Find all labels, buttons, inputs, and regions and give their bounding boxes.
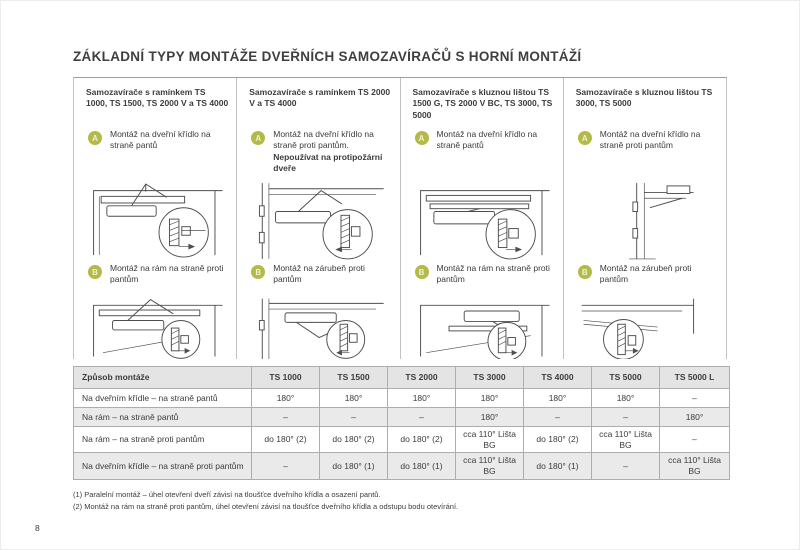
diagram-a-container	[249, 179, 391, 263]
page-content	[1, 1, 799, 513]
table-cell: –	[320, 408, 388, 427]
table-cell: do 180° (2)	[524, 427, 592, 453]
table-cell: 180°	[660, 408, 730, 427]
table-header-cell: TS 1000	[252, 367, 320, 389]
table-cell: 180°	[320, 389, 388, 408]
column-header: Samozavírače s ramínkem TS 2000 V a TS 4000	[249, 87, 391, 109]
diagram-b-container	[413, 295, 555, 359]
mounting-description: Montáž na dveřní křídlo na straně proti pantům	[599, 129, 701, 151]
mounting-variant-a	[576, 129, 718, 179]
diagram-slide-rail-frame-icon	[413, 295, 555, 359]
mounting-description-text: Montáž na dveřní křídlo na straně proti pantům.	[273, 129, 374, 151]
mounting-variant-b	[576, 263, 718, 295]
table-cell: cca 110° Lišta BG	[456, 427, 524, 453]
diagram-b-container	[86, 295, 228, 359]
variant-a-badge-icon: A	[578, 131, 592, 145]
footnote-2: (2) Montáž na rám na straně proti pantům, úhel otevření závisí na tloušťce dveřního křídla a odstupu bodu otevírání.	[73, 501, 459, 511]
table-cell: Na rám – na straně pantů	[74, 408, 252, 427]
variant-b-badge-icon: B	[415, 265, 429, 279]
table-header-row	[74, 367, 730, 389]
mounting-description: Montáž na zárubeň proti pantům	[599, 263, 692, 285]
diagram-a-container	[413, 179, 555, 263]
diagram-door-leaf-opposite-hinge-icon	[249, 179, 391, 263]
variant-a-badge-icon: A	[88, 131, 102, 145]
mounting-variant-a	[249, 129, 391, 179]
mounting-variant-a	[86, 129, 228, 179]
variant-b-badge-icon: B	[88, 265, 102, 279]
mounting-description: Montáž na dveřní křídlo na straně pantů	[110, 129, 211, 151]
mounting-column-slide-rail-2	[564, 78, 727, 359]
mounting-description: Montáž na dveřní křídlo na straně pantů	[436, 129, 538, 151]
column-header: Samozavírače s ramínkem TS 1000, TS 1500, TS 2000 V a TS 4000	[86, 87, 229, 109]
variant-b-badge-icon: B	[251, 265, 265, 279]
table-cell: –	[660, 389, 730, 408]
diagram-a-container	[576, 179, 718, 263]
table-cell: –	[252, 453, 320, 479]
variant-b-badge-icon: B	[578, 265, 592, 279]
page-title: ZÁKLADNÍ TYPY MONTÁŽE DVEŘNÍCH SAMOZAVÍRAČŮ S HORNÍ MONTÁŽÍ	[73, 49, 582, 64]
table-header-cell: TS 5000	[592, 367, 660, 389]
table-header-cell: Způsob montáže	[74, 367, 252, 389]
page-number: 8	[35, 523, 40, 533]
mounting-description	[273, 129, 391, 175]
diagram-a-container	[86, 179, 228, 263]
table-cell: –	[252, 408, 320, 427]
table-cell: do 180° (1)	[524, 453, 592, 479]
table-cell: do 180° (1)	[320, 453, 388, 479]
mounting-column-arm-closers-1	[74, 78, 237, 359]
table-cell: do 180° (2)	[320, 427, 388, 453]
table-header-cell: TS 4000	[524, 367, 592, 389]
table-row	[74, 408, 730, 427]
diagram-b-container	[249, 295, 391, 359]
table-cell: 180°	[388, 389, 456, 408]
variant-a-badge-icon: A	[415, 131, 429, 145]
mounting-variant-b	[413, 263, 555, 295]
mounting-variant-b	[249, 263, 391, 295]
mounting-column-slide-rail-1	[401, 78, 564, 359]
table-cell: Na rám – na straně proti pantům	[74, 427, 252, 453]
table-cell: 180°	[252, 389, 320, 408]
table-cell: –	[592, 453, 660, 479]
diagram-b-container	[576, 295, 718, 359]
table-cell: do 180° (2)	[388, 427, 456, 453]
mounting-description: Montáž na rám na straně proti pantům	[110, 263, 224, 285]
column-header: Samozavírače s kluznou lištou TS 3000, TS 5000	[575, 87, 713, 109]
mounting-description: Montáž na zárubeň proti pantům	[273, 263, 365, 285]
mounting-warning-text: Nepoužívat na protipožární dveře	[273, 151, 383, 174]
table-cell: –	[388, 408, 456, 427]
table-cell: do 180° (1)	[388, 453, 456, 479]
footnote-1: (1) Paralelní montáž – úhel otevření dveří závisí na tloušťce dveřního křídla a osazení pantů.	[73, 489, 381, 499]
table-header-cell: TS 2000	[388, 367, 456, 389]
diagram-door-side-view-icon	[576, 179, 718, 263]
mounting-column-arm-closers-2	[237, 78, 400, 359]
table-cell: –	[592, 408, 660, 427]
table-cell: 180°	[592, 389, 660, 408]
table-cell: –	[660, 427, 730, 453]
table-cell: 180°	[456, 408, 524, 427]
table-header-cell: TS 3000	[456, 367, 524, 389]
diagram-frame-detail-icon	[576, 295, 718, 359]
table-cell: cca 110° Lišta BG	[456, 453, 524, 479]
mounting-description: Montáž na rám na straně proti pantům	[436, 263, 550, 285]
diagram-door-frame-opposite-hinge-icon	[249, 295, 391, 359]
table-cell: Na dveřním křídle – na straně proti pantům	[74, 453, 252, 479]
mounting-variant-a	[413, 129, 555, 179]
table-cell: 180°	[456, 389, 524, 408]
variant-a-badge-icon: A	[251, 131, 265, 145]
table-row	[74, 453, 730, 479]
footnotes	[73, 489, 727, 513]
column-header: Samozavírače s kluznou lištou TS 1500 G, TS 2000 V BC, TS 3000, TS 5000	[412, 87, 553, 120]
table-cell: Na dveřním křídle – na straně pantů	[74, 389, 252, 408]
table-header-cell: TS 1500	[320, 367, 388, 389]
mounting-variant-b	[86, 263, 228, 295]
diagram-door-leaf-hinge-side-icon	[86, 179, 228, 263]
table-cell: –	[524, 408, 592, 427]
table-cell: cca 110° Lišta BG	[660, 453, 730, 479]
table-cell: cca 110° Lišta BG	[592, 427, 660, 453]
table-header-cell: TS 5000 L	[660, 367, 730, 389]
diagram-frame-opposite-hinge-icon	[86, 295, 228, 359]
table-row	[74, 427, 730, 453]
table-cell: do 180° (2)	[252, 427, 320, 453]
diagram-slide-rail-door-leaf-icon	[413, 179, 555, 263]
table-cell: 180°	[524, 389, 592, 408]
table-row	[74, 389, 730, 408]
mounting-types-section	[73, 77, 727, 359]
mounting-table	[73, 366, 730, 480]
